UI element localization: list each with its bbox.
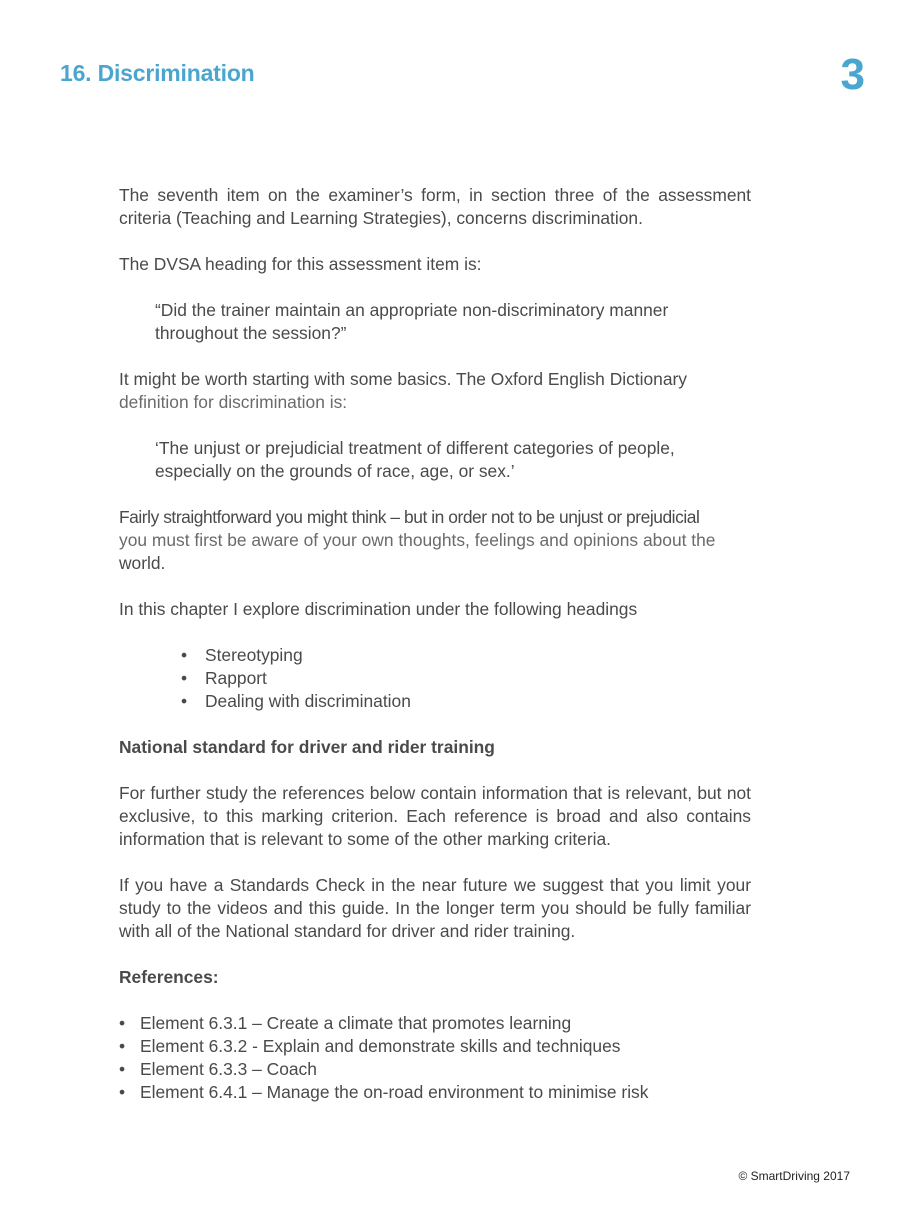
straightforward-line-1: Fairly straightforward you might think – but in order not to be unjust or prejudicial [119, 507, 700, 527]
basics-paragraph [119, 368, 751, 414]
dvsa-heading-line: The DVSA heading for this assessment item is: [119, 254, 482, 274]
chapter-title: 16. Discrimination [60, 60, 255, 86]
dvsa-quote: “Did the trainer maintain an appropriate non-discriminatory manner throughout the session?” [155, 300, 669, 343]
list-item: • Stereotyping [181, 644, 751, 667]
list-item: • Element 6.3.1 – Create a climate that promotes learning [119, 1012, 751, 1035]
straightforward-line-3: world. [119, 553, 166, 573]
list-item: • Dealing with discrimination [181, 690, 751, 713]
list-item: • Element 6.3.2 - Explain and demonstrate skills and techniques [119, 1035, 751, 1058]
straightforward-line-2: you must first be aware of your own thoughts, feelings and opinions about the [119, 530, 716, 550]
section-number: 3 [840, 50, 865, 99]
chapter-headings-list [119, 644, 751, 713]
intro-paragraph: The seventh item on the examiner’s form, in section three of the assessment criteria (Teaching and Learning Strategies), concerns discrimination. [119, 185, 751, 228]
page-body [119, 184, 751, 1104]
references-list [119, 1012, 751, 1104]
chapter-headings-intro: In this chapter I explore discrimination under the following headings [119, 599, 638, 619]
straightforward-paragraph [119, 506, 751, 575]
national-standard-heading: National standard for driver and rider training [119, 737, 495, 757]
references-heading: References: [119, 967, 219, 987]
oed-quote: ‘The unjust or prejudicial treatment of different categories of people, especially on the grounds of race, age, or sex.’ [155, 438, 675, 481]
further-study-paragraph: For further study the references below contain information that is relevant, but not exclusive, to this marking criterion. Each reference is broad and also contains information that is relevant to some of the other marking criteria. [119, 783, 751, 849]
basics-line-1: It might be worth starting with some basics. The Oxford English Dictionary [119, 369, 688, 389]
copyright-footer: © SmartDriving 2017 [738, 1169, 850, 1183]
list-item: • Element 6.3.3 – Coach [119, 1058, 751, 1081]
basics-line-2: definition for discrimination is: [119, 392, 348, 412]
list-item: • Element 6.4.1 – Manage the on-road environment to minimise risk [119, 1081, 751, 1104]
standards-check-paragraph: If you have a Standards Check in the near future we suggest that you limit your study to the videos and this guide. In the longer term you should be fully familiar with all of the National standard for driver and rider training. [119, 875, 751, 941]
list-item: • Rapport [181, 667, 751, 690]
